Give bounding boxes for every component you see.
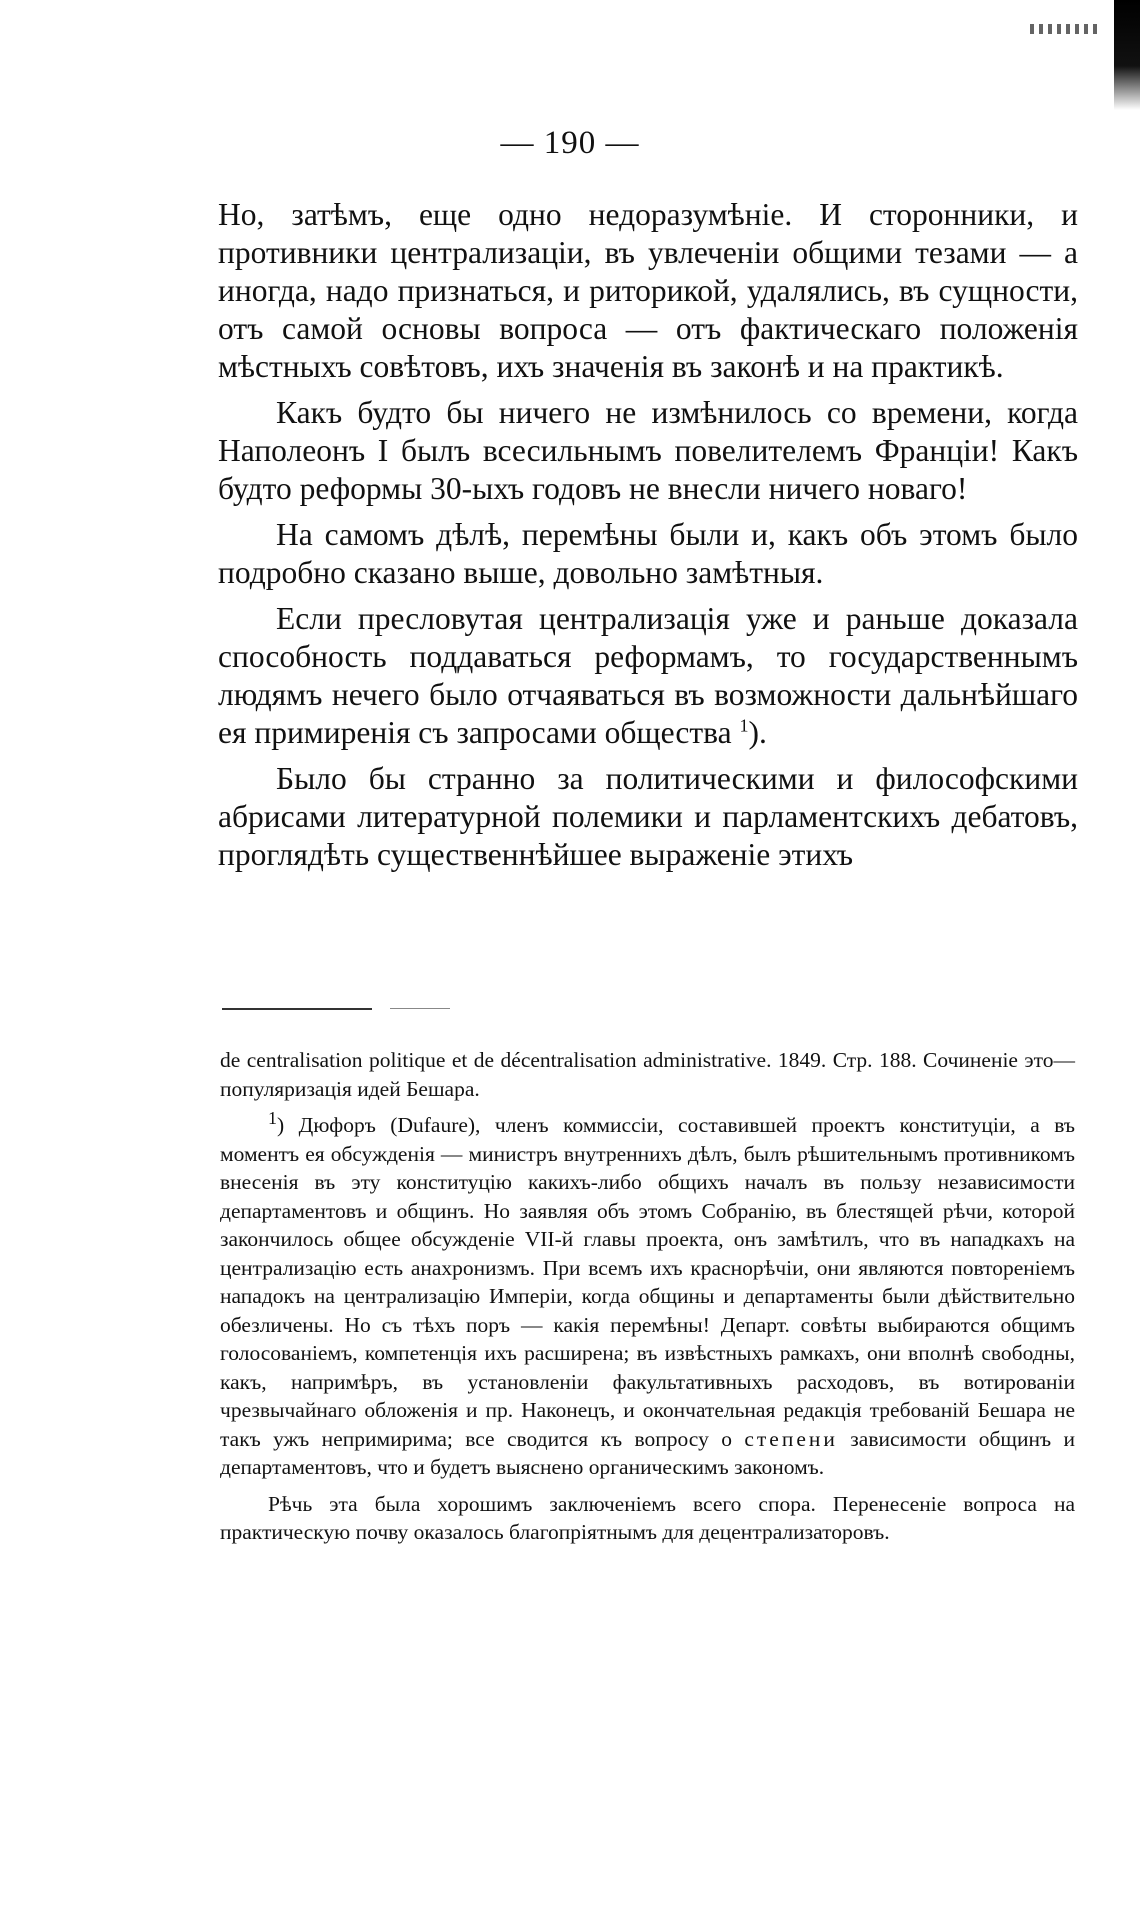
footnote-1-text-a: ) Дюфоръ (Dufaure), членъ коммиссіи, составившей проектъ конституціи, а въ моментъ ея обсужденія — министръ внутреннихъ дѣлъ, былъ рѣшительнымъ противникомъ внесенія въ эту конституцію какихъ-либо общихъ началъ въ пользу независимости департаментовъ и общинъ. Но заявляя объ этомъ Собранію, въ блестящей рѣчи, которой закончилось общее обсужденіе VII-й главы проекта, онъ замѣтилъ, что въ нападкахъ на централизацію есть анахронизмъ. При всемъ ихъ краснорѣчіи, они являются повтореніемъ нападокъ на централизацію Имперіи, когда общины и департаменты были дѣйствительно обезличены. Но съ тѣхъ поръ — какія перемѣны! Департ. совѣты выбираются общимъ голосованіемъ, компетенція ихъ расширена; въ извѣстныхъ рамкахъ, они вполнѣ свободны, какъ, напримѣръ, въ установленіи факультативныхъ расходовъ, въ вотированіи чрезвычайнаго обложенія и пр. Наконецъ, и окончательная редакція требованій Бешара не такъ ужъ непримирима; все сводится къ вопросу о <box>220 1113 1075 1451</box>
footnote-1-paragraph-2: Рѣчь эта была хорошимъ заключеніемъ всего спора. Перенесеніе вопроса на практическую почву оказалось благопріятнымъ для децентрализаторовъ. <box>220 1491 1075 1544</box>
footnote-1 <box>220 1107 1076 1482</box>
footnotes <box>220 1046 1075 1555</box>
paragraph-5: Было бы странно за политическими и философскими абрисами литературной полемики и парламентскихъ дебатовъ, проглядѣть существеннѣйшее выраженіе этихъ <box>218 761 1078 872</box>
paragraph-4 <box>218 600 1078 752</box>
paragraph-4-end: ). <box>748 715 767 750</box>
paragraph-2: Какъ будто бы ничего не измѣнилось со времени, когда Наполеонъ I былъ всесильнымъ повелителемъ Франціи! Какъ будто реформы 30-ыхъ годовъ не внесли ничего новаго! <box>218 395 1078 506</box>
paragraph-4-text: Если пресловутая централизація уже и раньше доказала способность поддаваться реформамъ, то государственнымъ людямъ нечего было отчаяваться въ возможности дальнѣйшаго ея примиренія съ запросами общества <box>218 601 1078 750</box>
footnote-continuation: de centralisation politique et de décentralisation administrative. 1849. Стр. 188. Сочиненіе это—популяризація идей Бешара. <box>220 1048 1075 1101</box>
footnote-1-marker: 1 <box>268 1107 277 1128</box>
scan-speckle <box>1030 24 1100 34</box>
paragraph-1: Но, затѣмъ, еще одно недоразумѣніе. И сторонники, и противники централизаціи, въ увлеченіи общими тезами — а иногда, надо признаться, и риторикой, удалялись, въ сущности, отъ самой основы вопроса — отъ фактическаго положенія мѣстныхъ совѣтовъ, ихъ значенія въ законѣ и на практикѣ. <box>218 197 1078 384</box>
scan-edge-shadow <box>1114 0 1140 110</box>
main-text <box>218 196 1078 882</box>
paragraph-3: На самомъ дѣлѣ, перемѣны были и, какъ объ этомъ было подробно сказано выше, довольно замѣтныя. <box>218 517 1078 590</box>
footnote-1-emphasis: степени <box>744 1426 838 1451</box>
footnote-ref-1[interactable]: 1 <box>739 715 749 736</box>
footnote-separator-faint <box>390 1008 450 1009</box>
footnote-1-text-b: зависимости общинъ и департаментовъ, что и будетъ выяснено органическимъ закономъ. <box>220 1426 1076 1479</box>
page-number: — 190 — <box>500 125 640 161</box>
footnote-separator <box>222 1008 372 1010</box>
